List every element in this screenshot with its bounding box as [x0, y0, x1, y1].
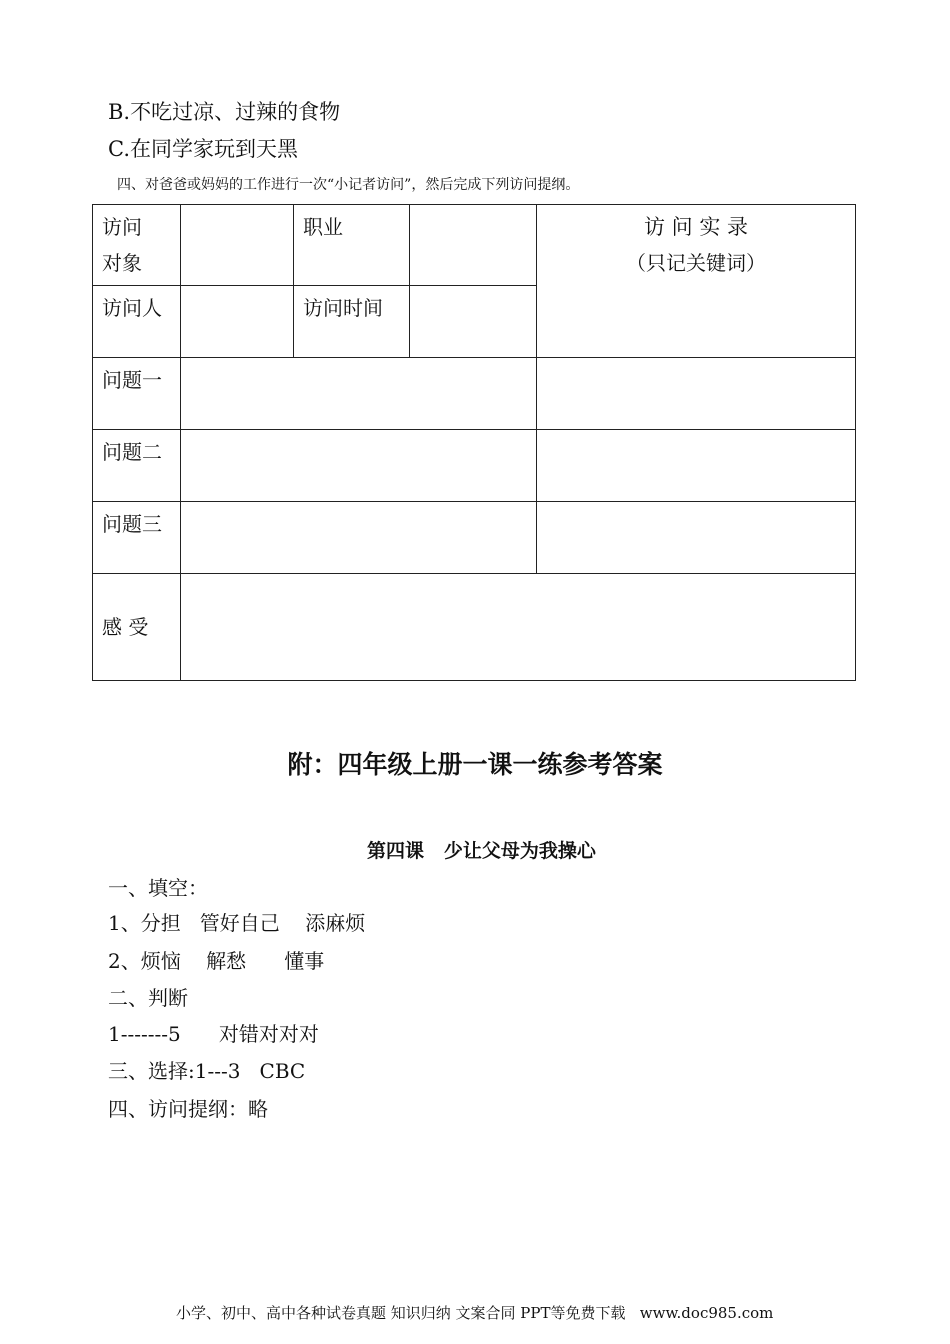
question-1-input-cell[interactable]: [181, 358, 537, 430]
footer-text: 小学、初中、高中各种试卷真题 知识归纳 文案合同 PPT等免费下载 www.doc985.com: [176, 1304, 774, 1322]
answer-fill-1: 1、分担 管好自己 添麻烦: [108, 911, 366, 935]
question-3-label: 问题三: [93, 502, 181, 574]
q4-instruction: 四、对爸爸或妈妈的工作进行一次“小记者访问”，然后完成下列访问提纲。: [117, 177, 580, 193]
feelings-input-cell[interactable]: [181, 574, 856, 681]
question-2-input-cell[interactable]: [181, 430, 537, 502]
interviewer-label: 访问人: [93, 286, 181, 358]
visit-time-input-cell[interactable]: [410, 286, 537, 358]
visit-time-label: 访问时间: [294, 286, 410, 358]
interviewee-input-cell[interactable]: [181, 205, 294, 286]
question-3-record-cell[interactable]: [537, 502, 856, 574]
record-header-cell: [537, 205, 856, 358]
question-1-record-cell[interactable]: [537, 358, 856, 430]
option-c: C.在同学家玩到天黑: [108, 137, 298, 161]
question-3-input-cell[interactable]: [181, 502, 537, 574]
interview-form-table: [92, 204, 856, 681]
answer-fill-2: 2、烦恼 解愁 懂事: [108, 949, 325, 973]
occupation-input-cell[interactable]: [410, 205, 537, 286]
appendix-title: 附：四年级上册一课一练参考答案: [287, 750, 663, 779]
answer-choice: 三、选择:1---3 CBC: [108, 1059, 306, 1083]
record-note: （只记关键词）: [626, 251, 766, 275]
interviewer-input-cell[interactable]: [181, 286, 294, 358]
answer-section-fill: 一、填空：: [108, 876, 208, 900]
answer-judge: 1-------5 对错对对对: [108, 1022, 319, 1046]
question-2-label: 问题二: [93, 430, 181, 502]
lesson-title: 第四课 少让父母为我操心: [367, 840, 596, 862]
question-1-label: 问题一: [93, 358, 181, 430]
interviewee-label-line1: 访问: [102, 215, 142, 239]
answer-interview: 四、访问提纲：略: [108, 1097, 268, 1121]
option-b: B.不吃过凉、过辣的食物: [108, 100, 341, 124]
question-2-record-cell[interactable]: [537, 430, 856, 502]
interviewee-label-cell: [93, 205, 181, 286]
answer-section-judge: 二、判断: [108, 986, 188, 1010]
feelings-label: 感 受: [93, 574, 181, 681]
interviewee-label-line2: 对象: [102, 251, 142, 275]
occupation-label: 职业: [294, 205, 410, 286]
record-title: 访 问 实 录: [643, 215, 749, 239]
